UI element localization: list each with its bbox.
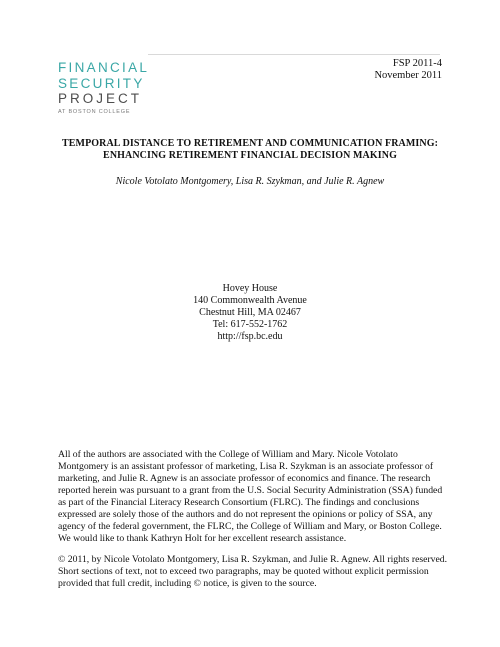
contact-address [100, 283, 400, 343]
report-meta [374, 58, 442, 82]
logo-line-financial: FINANCIAL [58, 60, 150, 75]
address-building: Hovey House [222, 283, 278, 294]
author-affiliation-paragraph: All of the authors are associated with the College of William and Mary. Nicole Votolato Montgomery is an assistant professor of marketing, Lisa R. Szykman is an associate professor of marketing, and Julie R. Agnew is an associate professor of economics and finance. The research reported herein was pursuant to a grant from the U.S. Social Security Administration (SSA) funded as part of the Financial Literacy Research Consortium (FLRC). The findings and conclusions expressed are solely those of the authors and do not represent the opinions or policy of SSA, any agency of the federal government, the FLRC, the College of William and Mary, or Boston College. We would like to thank Kathryn Holt for her excellent research assistance. [58, 449, 443, 544]
paper-title-line-1: TEMPORAL DISTANCE TO RETIREMENT AND COMMUNICATION FRAMING: [61, 138, 438, 149]
financial-security-project-logo [58, 60, 193, 115]
logo-line-security: SECURITY [58, 75, 145, 91]
report-number: FSP 2011-4 [392, 58, 442, 69]
logo-line-project: PROJECT [58, 91, 143, 106]
address-telephone: Tel: 617-552-1762 [212, 319, 288, 330]
paper-title [40, 138, 460, 161]
paper-authors: Nicole Votolato Montgomery, Lisa R. Szykman, and Julie R. Agnew [115, 176, 385, 187]
address-website-link[interactable]: http://fsp.bc.edu [217, 331, 283, 342]
header-divider [148, 54, 440, 55]
report-date: November 2011 [374, 70, 442, 81]
copyright-paragraph: © 2011, by Nicole Votolato Montgomery, Lisa R. Szykman, and Julie R. Agnew. All rights reserved. Short sections of text, not to exceed two paragraphs, may be quoted without explicit permission provided that full credit, including © notice, is given to the source. [58, 554, 448, 589]
logo-line-boston-college: AT BOSTON COLLEGE [58, 108, 131, 115]
paper-title-line-2: ENHANCING RETIREMENT FINANCIAL DECISION MAKING [103, 149, 397, 161]
address-street: 140 Commonwealth Avenue [193, 295, 307, 306]
address-city: Chestnut Hill, MA 02467 [199, 307, 301, 318]
